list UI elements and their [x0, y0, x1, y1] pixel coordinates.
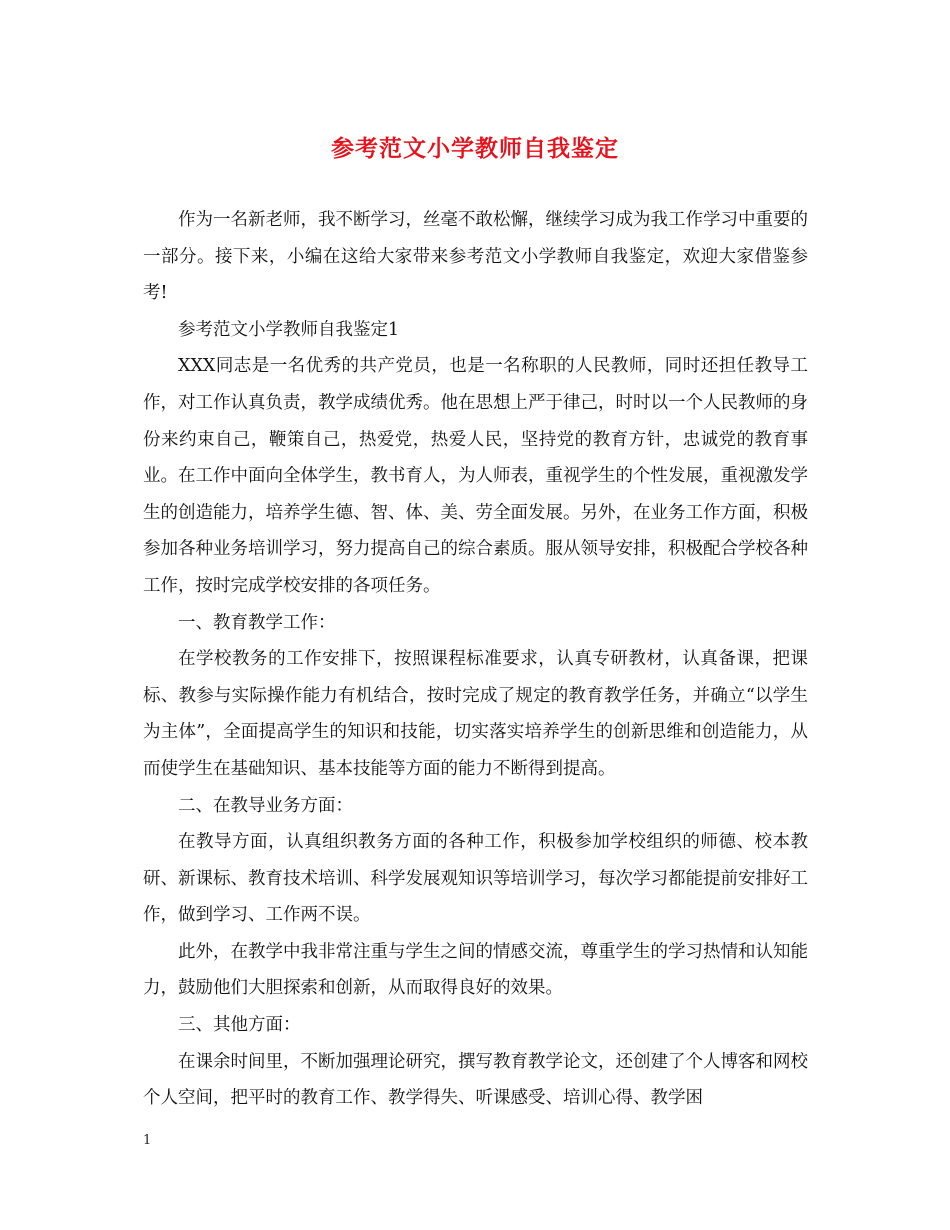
- paragraph-profile: XXX同志是一名优秀的共产党员，也是一名称职的人民教师，同时还担任教导工作，对工作认真负责，教学成绩优秀。他在思想上严于律己，时时以一个人民教师的身份来约束自己，鞭策自己，热爱党，热爱人民，坚持党的教育方针，忠诚党的教育事业。在工作中面向全体学生，教书育人，为人师表，重视学生的个性发展，重视激发学生的创造能力，培养学生德、智、体、美、劳全面发展。另外，在业务工作方面，积极参加各种业务培训学习，努力提高自己的综合素质。服从领导安排，积极配合学校各种工作，按时完成学校安排的各项任务。: [143, 356, 808, 596]
- paragraph-other: 在课余时间里，不断加强理论研究，撰写教育教学论文，还创建了个人博客和网校个人空间，把平时的教育工作、教学得失、听课感受、培训心得、教学困: [143, 1051, 808, 1109]
- paragraph-intro: 作为一名新老师，我不断学习，丝毫不敢松懈，继续学习成为我工作学习中重要的一部分。接下来，小编在这给大家带来参考范文小学教师自我鉴定，欢迎大家借鉴参考!: [143, 210, 808, 304]
- paragraph-guidance: 在教导方面，认真组织教务方面的各种工作，积极参加学校组织的师德、校本教研、新课标、教育技术培训、科学发展观知识等培训学习，每次学习都能提前安排好工作，做到学习、工作两不误。: [143, 832, 808, 926]
- document-title: 参考范文小学教师自我鉴定: [331, 135, 619, 162]
- paragraph-heading-teaching: 一、教育教学工作：: [178, 612, 336, 633]
- paragraph-heading-other: 三、其他方面：: [178, 1015, 301, 1036]
- paragraph-teaching: 在学校教务的工作安排下，按照课程标准要求，认真专研教材，认真备课，把课标、教参与实际操作能力有机结合，按时完成了规定的教育教学任务，并确立“以学生为主体”，全面提高学生的知识和技能，切实落实培养学生的创新思维和创造能力，从而使学生在基础知识、基本技能等方面的能力不断得到提高。: [143, 649, 808, 779]
- document-body: [143, 202, 808, 1117]
- paragraph-heading-guidance: 二、在教导业务方面：: [178, 795, 353, 816]
- page-number: 1: [143, 1133, 152, 1148]
- paragraph-emotion: 此外，在教学中我非常注重与学生之间的情感交流，尊重学生的学习热情和认知能力，鼓励他们大胆探索和创新，从而取得良好的效果。: [143, 941, 808, 999]
- paragraph-section-heading: 参考范文小学教师自我鉴定1: [178, 319, 400, 340]
